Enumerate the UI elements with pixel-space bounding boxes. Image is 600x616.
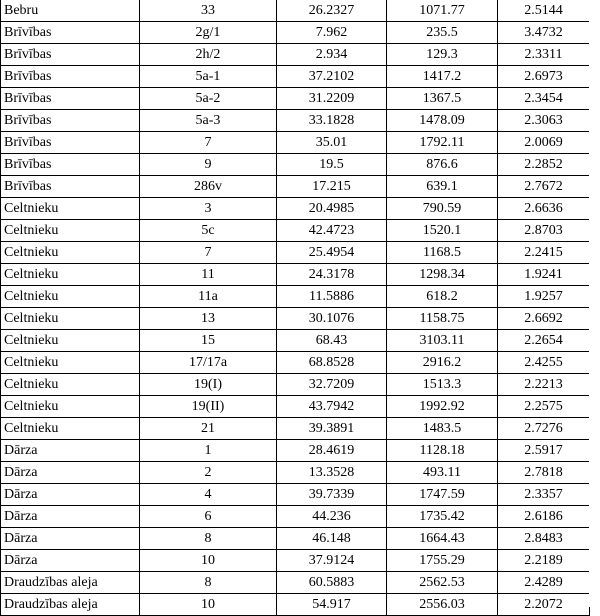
value-cell-5[interactable]: 2.2213 xyxy=(498,374,590,396)
table-row xyxy=(1,462,590,484)
house-number-cell[interactable]: 3 xyxy=(140,198,277,220)
street-cell[interactable]: Brīvības xyxy=(1,154,140,176)
street-cell[interactable]: Celtnieku xyxy=(1,396,140,418)
house-number-cell[interactable]: 2 xyxy=(140,462,277,484)
value-cell-5[interactable]: 1.9257 xyxy=(498,286,590,308)
house-number-cell[interactable]: 15 xyxy=(140,330,277,352)
house-number-cell[interactable]: 19(II) xyxy=(140,396,277,418)
street-cell[interactable]: Celtnieku xyxy=(1,308,140,330)
value-cell-5[interactable]: 2.8703 xyxy=(498,220,590,242)
value-cell-4[interactable]: 2562.53 xyxy=(387,572,498,594)
value-cell-5[interactable]: 2.6186 xyxy=(498,506,590,528)
house-number-cell[interactable]: 5a-3 xyxy=(140,110,277,132)
value-cell-3[interactable]: 37.9124 xyxy=(277,550,387,572)
value-cell-5[interactable]: 2.2189 xyxy=(498,550,590,572)
page-margin xyxy=(589,0,600,607)
value-cell-4[interactable]: 1128.18 xyxy=(387,440,498,462)
value-cell-3[interactable]: 43.7942 xyxy=(277,396,387,418)
house-number-cell[interactable]: 5a-2 xyxy=(140,88,277,110)
value-cell-5[interactable]: 2.4289 xyxy=(498,572,590,594)
house-number-cell[interactable]: 9 xyxy=(140,154,277,176)
table-row xyxy=(1,176,590,198)
table-row xyxy=(1,44,590,66)
street-cell[interactable]: Celtnieku xyxy=(1,198,140,220)
value-cell-5[interactable]: 2.6636 xyxy=(498,198,590,220)
street-cell[interactable]: Celtnieku xyxy=(1,264,140,286)
value-cell-4[interactable]: 618.2 xyxy=(387,286,498,308)
table-row xyxy=(1,132,590,154)
street-cell[interactable]: Celtnieku xyxy=(1,220,140,242)
street-cell[interactable]: Draudzības aleja xyxy=(1,572,140,594)
table-row xyxy=(1,550,590,572)
value-cell-3[interactable]: 32.7209 xyxy=(277,374,387,396)
street-cell[interactable]: Celtnieku xyxy=(1,330,140,352)
street-cell[interactable]: Dārza xyxy=(1,550,140,572)
street-cell[interactable]: Dārza xyxy=(1,440,140,462)
table-row xyxy=(1,110,590,132)
street-cell[interactable]: Bebru xyxy=(1,0,140,22)
table-row xyxy=(1,572,590,594)
table-row xyxy=(1,352,590,374)
house-number-cell[interactable]: 5a-1 xyxy=(140,66,277,88)
street-cell[interactable]: Brīvības xyxy=(1,66,140,88)
value-cell-5[interactable]: 1.9241 xyxy=(498,264,590,286)
value-cell-5[interactable]: 2.2575 xyxy=(498,396,590,418)
value-cell-3[interactable]: 17.215 xyxy=(277,176,387,198)
value-cell-4[interactable]: 1664.43 xyxy=(387,528,498,550)
table-row xyxy=(1,88,590,110)
value-cell-5[interactable]: 2.3454 xyxy=(498,88,590,110)
value-cell-5[interactable]: 2.6692 xyxy=(498,308,590,330)
value-cell-3[interactable]: 28.4619 xyxy=(277,440,387,462)
value-cell-3[interactable]: 19.5 xyxy=(277,154,387,176)
table-row xyxy=(1,220,590,242)
street-cell[interactable]: Brīvības xyxy=(1,22,140,44)
street-cell[interactable]: Celtnieku xyxy=(1,242,140,264)
value-cell-5[interactable]: 2.3311 xyxy=(498,44,590,66)
house-number-cell[interactable]: 13 xyxy=(140,308,277,330)
table-row xyxy=(1,264,590,286)
value-cell-3[interactable]: 37.2102 xyxy=(277,66,387,88)
house-number-cell[interactable]: 10 xyxy=(140,550,277,572)
value-cell-4[interactable]: 1298.34 xyxy=(387,264,498,286)
value-cell-3[interactable]: 11.5886 xyxy=(277,286,387,308)
street-cell[interactable]: Dārza xyxy=(1,506,140,528)
street-cell[interactable]: Celtnieku xyxy=(1,286,140,308)
value-cell-3[interactable]: 2.934 xyxy=(277,44,387,66)
value-cell-5[interactable]: 2.4255 xyxy=(498,352,590,374)
value-cell-4[interactable]: 1735.42 xyxy=(387,506,498,528)
value-cell-3[interactable]: 54.917 xyxy=(277,594,387,616)
value-cell-5[interactable]: 2.2072 xyxy=(498,594,590,616)
house-number-cell[interactable]: 8 xyxy=(140,528,277,550)
table-row xyxy=(1,154,590,176)
table-row xyxy=(1,22,590,44)
value-cell-3[interactable]: 20.4985 xyxy=(277,198,387,220)
value-cell-4[interactable]: 876.6 xyxy=(387,154,498,176)
street-cell[interactable]: Brīvības xyxy=(1,176,140,198)
table-row xyxy=(1,66,590,88)
value-cell-3[interactable]: 39.3891 xyxy=(277,418,387,440)
value-cell-4[interactable]: 1367.5 xyxy=(387,88,498,110)
street-cell[interactable]: Dārza xyxy=(1,484,140,506)
house-number-cell[interactable]: 17/17a xyxy=(140,352,277,374)
house-number-cell[interactable]: 19(I) xyxy=(140,374,277,396)
value-cell-3[interactable]: 31.2209 xyxy=(277,88,387,110)
house-number-cell[interactable]: 21 xyxy=(140,418,277,440)
value-cell-4[interactable]: 235.5 xyxy=(387,22,498,44)
value-cell-3[interactable]: 60.5883 xyxy=(277,572,387,594)
value-cell-5[interactable]: 2.5917 xyxy=(498,440,590,462)
street-cell[interactable]: Brīvības xyxy=(1,88,140,110)
table-row xyxy=(1,528,590,550)
table-row xyxy=(1,418,590,440)
value-cell-3[interactable]: 46.148 xyxy=(277,528,387,550)
value-cell-4[interactable]: 1520.1 xyxy=(387,220,498,242)
table-row xyxy=(1,396,590,418)
value-cell-3[interactable]: 44.236 xyxy=(277,506,387,528)
street-cell[interactable]: Draudzības aleja xyxy=(1,594,140,616)
table-row xyxy=(1,506,590,528)
house-number-cell[interactable]: 286v xyxy=(140,176,277,198)
house-number-cell[interactable]: 6 xyxy=(140,506,277,528)
value-cell-3[interactable]: 30.1076 xyxy=(277,308,387,330)
table-body xyxy=(1,0,590,616)
value-cell-4[interactable]: 1417.2 xyxy=(387,66,498,88)
value-cell-4[interactable]: 1513.3 xyxy=(387,374,498,396)
house-number-cell[interactable]: 10 xyxy=(140,594,277,616)
value-cell-5[interactable]: 2.7672 xyxy=(498,176,590,198)
value-cell-3[interactable]: 24.3178 xyxy=(277,264,387,286)
value-cell-3[interactable]: 25.4954 xyxy=(277,242,387,264)
value-cell-4[interactable]: 1158.75 xyxy=(387,308,498,330)
street-cell[interactable]: Celtnieku xyxy=(1,418,140,440)
value-cell-4[interactable]: 1755.29 xyxy=(387,550,498,572)
value-cell-5[interactable]: 2.7818 xyxy=(498,462,590,484)
house-number-cell[interactable]: 4 xyxy=(140,484,277,506)
value-cell-3[interactable]: 68.8528 xyxy=(277,352,387,374)
house-number-cell[interactable]: 7 xyxy=(140,132,277,154)
street-cell[interactable]: Brīvības xyxy=(1,110,140,132)
value-cell-5[interactable]: 2.3357 xyxy=(498,484,590,506)
value-cell-5[interactable]: 2.0069 xyxy=(498,132,590,154)
house-number-cell[interactable]: 2g/1 xyxy=(140,22,277,44)
value-cell-4[interactable]: 1071.77 xyxy=(387,0,498,22)
value-cell-3[interactable]: 7.962 xyxy=(277,22,387,44)
value-cell-5[interactable]: 2.3063 xyxy=(498,110,590,132)
value-cell-5[interactable]: 2.2654 xyxy=(498,330,590,352)
value-cell-4[interactable]: 639.1 xyxy=(387,176,498,198)
value-cell-4[interactable]: 1478.09 xyxy=(387,110,498,132)
table-row xyxy=(1,374,590,396)
value-cell-4[interactable]: 2556.03 xyxy=(387,594,498,616)
value-cell-3[interactable]: 13.3528 xyxy=(277,462,387,484)
value-cell-3[interactable]: 26.2327 xyxy=(277,0,387,22)
street-cell[interactable]: Celtnieku xyxy=(1,374,140,396)
house-number-cell[interactable]: 11a xyxy=(140,286,277,308)
house-number-cell[interactable]: 8 xyxy=(140,572,277,594)
value-cell-3[interactable]: 33.1828 xyxy=(277,110,387,132)
value-cell-4[interactable]: 1747.59 xyxy=(387,484,498,506)
table-row xyxy=(1,440,590,462)
value-cell-4[interactable]: 493.11 xyxy=(387,462,498,484)
value-cell-4[interactable]: 2916.2 xyxy=(387,352,498,374)
house-number-cell[interactable]: 2h/2 xyxy=(140,44,277,66)
street-cell[interactable]: Dārza xyxy=(1,462,140,484)
value-cell-4[interactable]: 790.59 xyxy=(387,198,498,220)
value-cell-4[interactable]: 3103.11 xyxy=(387,330,498,352)
street-cell[interactable]: Brīvības xyxy=(1,132,140,154)
house-number-cell[interactable]: 11 xyxy=(140,264,277,286)
table-row xyxy=(1,308,590,330)
value-cell-3[interactable]: 68.43 xyxy=(277,330,387,352)
value-cell-4[interactable]: 1483.5 xyxy=(387,418,498,440)
house-number-cell[interactable]: 5c xyxy=(140,220,277,242)
value-cell-5[interactable]: 2.5144 xyxy=(498,0,590,22)
table-row xyxy=(1,242,590,264)
table-row xyxy=(1,594,590,616)
value-cell-5[interactable]: 2.7276 xyxy=(498,418,590,440)
house-number-cell[interactable]: 1 xyxy=(140,440,277,462)
table-row xyxy=(1,198,590,220)
street-cell[interactable]: Celtnieku xyxy=(1,352,140,374)
house-number-cell[interactable]: 33 xyxy=(140,0,277,22)
value-cell-5[interactable]: 3.4732 xyxy=(498,22,590,44)
table-row xyxy=(1,286,590,308)
value-cell-5[interactable]: 2.8483 xyxy=(498,528,590,550)
value-cell-4[interactable]: 1168.5 xyxy=(387,242,498,264)
table-row xyxy=(1,330,590,352)
value-cell-3[interactable]: 35.01 xyxy=(277,132,387,154)
table-row xyxy=(1,0,590,22)
value-cell-4[interactable]: 1992.92 xyxy=(387,396,498,418)
street-cell[interactable]: Brīvības xyxy=(1,44,140,66)
value-cell-3[interactable]: 39.7339 xyxy=(277,484,387,506)
value-cell-4[interactable]: 129.3 xyxy=(387,44,498,66)
table-row xyxy=(1,484,590,506)
street-cell[interactable]: Dārza xyxy=(1,528,140,550)
value-cell-5[interactable]: 2.6973 xyxy=(498,66,590,88)
value-cell-5[interactable]: 2.2415 xyxy=(498,242,590,264)
value-cell-4[interactable]: 1792.11 xyxy=(387,132,498,154)
house-number-cell[interactable]: 7 xyxy=(140,242,277,264)
value-cell-5[interactable]: 2.2852 xyxy=(498,154,590,176)
value-cell-3[interactable]: 42.4723 xyxy=(277,220,387,242)
